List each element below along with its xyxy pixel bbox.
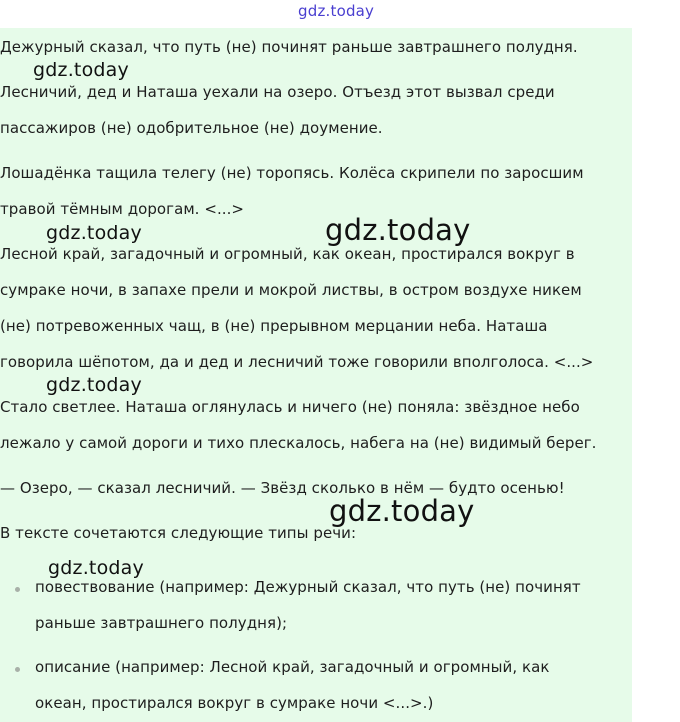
text-line: В тексте сочетаются следующие типы речи: — [0, 524, 357, 542]
list-item-line: океан, простирался вокруг в сумраке ночи <...>.) — [35, 694, 434, 712]
watermark: gdz.today — [325, 213, 471, 247]
text-line: пассажиров (не) одобрительное (не) доумение. — [0, 119, 383, 137]
text-line: сумраке ночи, в запахе прели и мокрой листвы, в остром воздухе никем — [0, 281, 582, 299]
watermark-top: gdz.today — [298, 2, 375, 20]
text-line: (не) потревоженных чащ, в (не) прерывном мерцании неба. Наташа — [0, 317, 548, 335]
list-bullet — [15, 587, 20, 592]
text-line: Стало светлее. Наташа оглянулась и ничего (не) поняла: звёздное небо — [0, 398, 580, 416]
list-item-line: повествование (например: Дежурный сказал, что путь (не) починят — [35, 578, 581, 596]
text-line: Дежурный сказал, что путь (не) починят раньше завтрашнего полудня. — [0, 38, 578, 56]
text-line: Лошадёнка тащила телегу (не) торопясь. Колёса скрипели по заросшим — [0, 164, 584, 182]
text-line: говорила шёпотом, да и дед и лесничий тоже говорили вполголоса. <...> — [0, 353, 594, 371]
list-item-line: описание (например: Лесной край, загадочный и огромный, как — [35, 658, 550, 676]
text-line: лежало у самой дороги и тихо плескалось, набега на (не) видимый берег. — [0, 434, 597, 452]
list-item-line: раньше завтрашнего полудня); — [35, 614, 288, 632]
text-line: травой тёмным дорогам. <...> — [0, 200, 245, 218]
text-line: — Озеро, — сказал лесничий. — Звёзд сколько в нём — будто осенью! — [0, 479, 565, 497]
list-bullet — [15, 667, 20, 672]
watermark: gdz.today — [46, 222, 142, 244]
watermark: gdz.today — [329, 494, 475, 528]
watermark: gdz.today — [46, 374, 142, 396]
text-line: Лесной край, загадочный и огромный, как океан, простирался вокруг в — [0, 245, 575, 263]
watermark: gdz.today — [33, 59, 129, 81]
text-line: Лесничий, дед и Наташа уехали на озеро. Отъезд этот вызвал среди — [0, 83, 555, 101]
watermark: gdz.today — [48, 557, 144, 579]
